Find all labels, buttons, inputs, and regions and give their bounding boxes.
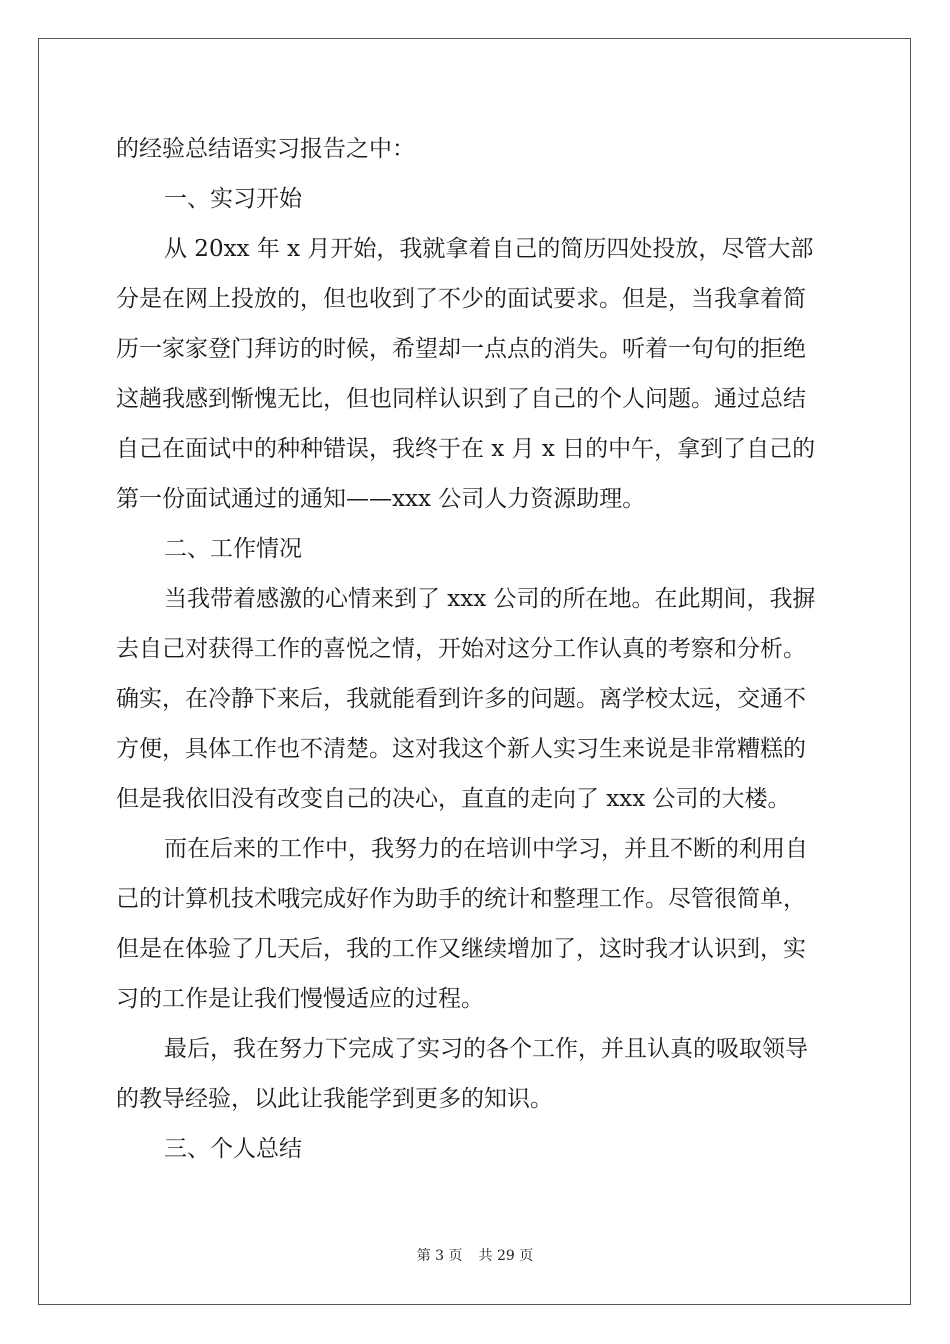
page-footer xyxy=(0,1246,950,1266)
text-line: 自己在面试中的种种错误，我终于在 x 月 x 日的中午，拿到了自己的 xyxy=(116,436,816,462)
text-line: 三、个人总结 xyxy=(164,1136,302,1162)
text-line: 当我带着感激的心情来到了 xxx 公司的所在地。在此期间，我摒 xyxy=(164,586,816,612)
text-line: 的经验总结语实习报告之中： xyxy=(116,136,415,162)
text-line: 但是我依旧没有改变自己的决心，直直的走向了 xxx 公司的大楼。 xyxy=(116,786,791,812)
page-total: 共 29 页 xyxy=(478,1248,534,1264)
text-line: 而在后来的工作中，我努力的在培训中学习，并且不断的利用自 xyxy=(164,836,808,862)
text-line: 二、工作情况 xyxy=(164,536,302,562)
text-line: 去自己对获得工作的喜悦之情，开始对这分工作认真的考察和分析。 xyxy=(116,636,806,662)
text-line: 确实，在冷静下来后，我就能看到许多的问题。离学校太远，交通不 xyxy=(116,686,806,712)
text-line: 这趟我感到惭愧无比，但也同样认识到了自己的个人问题。通过总结 xyxy=(116,386,806,412)
text-line: 历一家家登门拜访的时候，希望却一点点的消失。听着一句句的拒绝 xyxy=(116,336,806,362)
text-line: 的教导经验，以此让我能学到更多的知识。 xyxy=(116,1086,553,1112)
page-number: 第 3 页 xyxy=(416,1248,463,1264)
text-line: 习的工作是让我们慢慢适应的过程。 xyxy=(116,986,484,1012)
text-line: 分是在网上投放的，但也收到了不少的面试要求。但是，当我拿着简 xyxy=(116,286,806,312)
text-line: 从 20xx 年 x 月开始，我就拿着自己的简历四处投放，尽管大部 xyxy=(164,236,814,262)
text-line: 第一份面试通过的通知——xxx 公司人力资源助理。 xyxy=(116,486,646,512)
text-line: 最后，我在努力下完成了实习的各个工作，并且认真的吸取领导 xyxy=(164,1036,808,1062)
document-body xyxy=(116,124,838,1174)
text-line: 己的计算机技术哦完成好作为助手的统计和整理工作。尽管很简单， xyxy=(116,886,806,912)
text-line: 一、实习开始 xyxy=(164,186,302,212)
text-line: 但是在体验了几天后，我的工作又继续增加了，这时我才认识到，实 xyxy=(116,936,806,962)
text-line: 方便，具体工作也不清楚。这对我这个新人实习生来说是非常糟糕的 xyxy=(116,736,806,762)
